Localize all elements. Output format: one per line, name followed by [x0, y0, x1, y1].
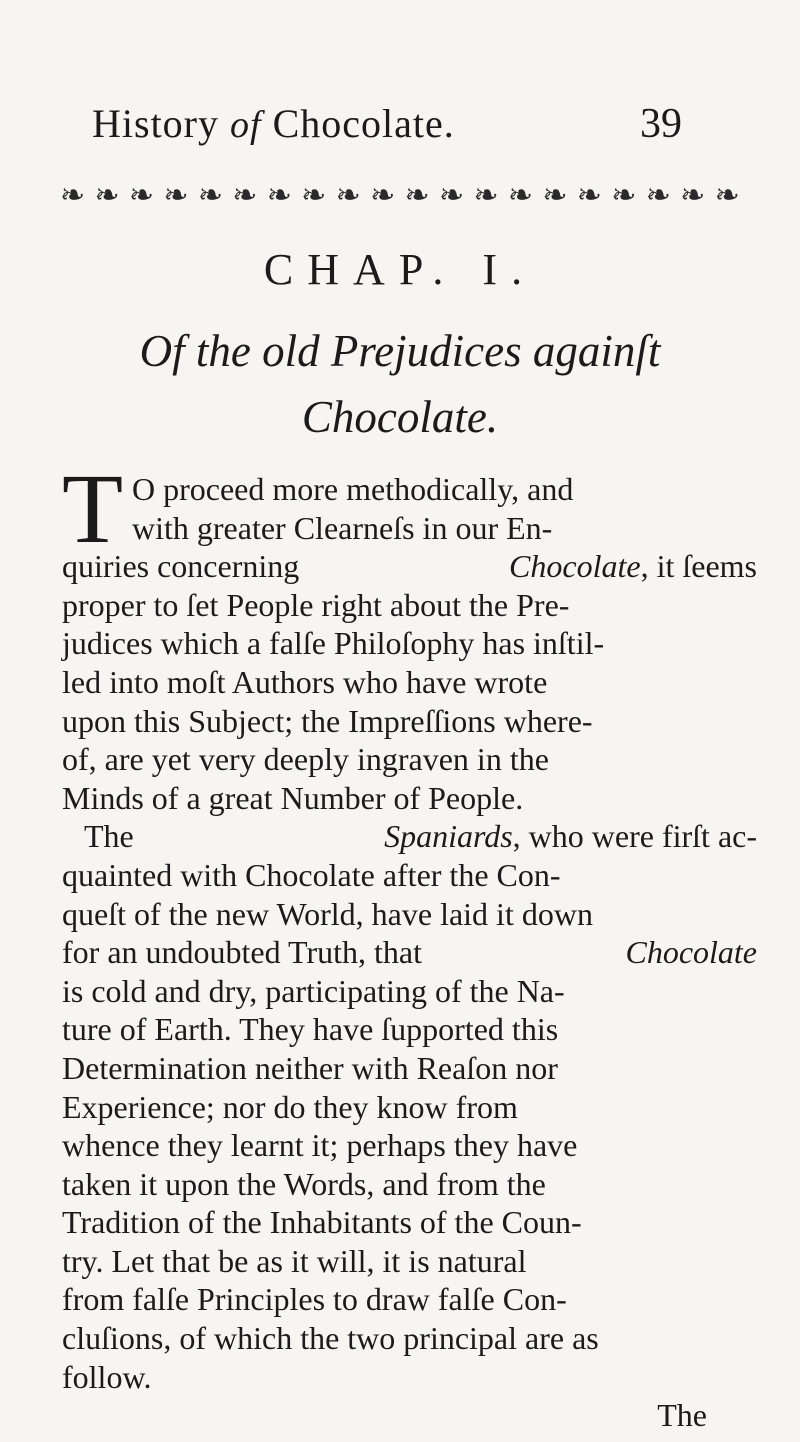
text-line: [62, 779, 757, 818]
text-line: [62, 509, 757, 548]
page-number: 39: [640, 101, 682, 147]
text-span: taken it upon the Words, and from the: [62, 1165, 546, 1202]
text-span: led into moſt Authors who have wrote: [62, 663, 548, 700]
text-line: [62, 972, 757, 1011]
text-span: from falſe Principles to draw falſe Con-: [62, 1281, 567, 1318]
fleuron-icon: ❧: [266, 178, 292, 213]
fleuron-icon: ❧: [542, 178, 568, 213]
fleuron-icon: ❧: [370, 178, 396, 213]
text-span: quainted with Chocolate after the Con-: [62, 856, 561, 893]
text-span: with greater Clearneſs in our En-: [132, 509, 553, 546]
text-line: [62, 1126, 757, 1165]
fleuron-icon: ❧: [473, 178, 499, 213]
text-line: [62, 856, 757, 895]
running-title-of: of: [230, 104, 262, 146]
text-span: , it ſeems: [640, 548, 757, 585]
fleuron-icon: ❧: [163, 178, 189, 213]
text-span: queſt of the new World, have laid it down: [62, 895, 593, 932]
fleuron-icon: ❧: [128, 178, 155, 213]
fleuron-icon: ❧: [680, 178, 706, 213]
italic-span: Chocolate: [625, 934, 757, 971]
text-line: [62, 1280, 757, 1319]
running-title-chocolate: Chocolate.: [272, 101, 455, 146]
chapter-title-line-2: Chocolate.: [301, 392, 499, 442]
text-line: [62, 1088, 757, 1127]
text-line: [62, 1358, 757, 1397]
text-span: judices which a falſe Philoſophy has inſtil-: [62, 625, 605, 662]
text-span: of, are yet very deeply ingraven in the: [62, 741, 549, 778]
text-line: [62, 740, 757, 779]
text-span: for an undoubted Truth, that: [62, 934, 422, 971]
decorative-ornament-band: [60, 178, 740, 214]
text-line: [62, 547, 757, 586]
catchword: The: [657, 1397, 707, 1434]
text-span: O proceed more methodically, and: [132, 471, 574, 507]
body-text: [62, 453, 757, 1435]
running-head: [0, 100, 800, 160]
text-line: [62, 586, 757, 625]
text-span: Experience; nor do they know from: [62, 1088, 518, 1125]
text-span: try. Let that be as it will, it is natural: [62, 1242, 527, 1279]
text-line: [62, 817, 757, 856]
fleuron-icon: ❧: [645, 178, 671, 213]
text-span: ture of Earth. They have ſupported this: [62, 1011, 559, 1048]
fleuron-icon: ❧: [301, 178, 327, 213]
fleuron-icon: ❧: [507, 178, 534, 213]
chapter-heading: CHAP. I.: [263, 245, 537, 294]
fleuron-icon: ❧: [576, 178, 602, 213]
text-line: [62, 1049, 757, 1088]
text-line: [62, 702, 757, 741]
catchword-line: [62, 1396, 757, 1435]
fleuron-icon: ❧: [714, 178, 740, 213]
italic-span: Spaniards: [384, 818, 513, 855]
text-line: [62, 470, 757, 509]
text-span: The: [84, 818, 134, 855]
text-span: Tradition of the Inhabitants of the Coun-: [62, 1204, 582, 1241]
text-span: follow.: [62, 1358, 152, 1395]
text-line: [62, 1242, 757, 1281]
text-line: [62, 1165, 757, 1204]
text-line: [62, 1010, 757, 1049]
text-span: upon this Subject; the Impreſſions where-: [62, 702, 593, 739]
fleuron-icon: ❧: [335, 178, 361, 213]
text-span: is cold and dry, participating of the Na-: [62, 972, 565, 1009]
chapter-title: [0, 318, 800, 450]
fleuron-icon: ❧: [232, 178, 258, 213]
fleuron-icon: ❧: [611, 178, 637, 213]
text-line: [62, 624, 757, 663]
fleuron-icon: ❧: [438, 178, 465, 213]
running-title: [92, 100, 455, 147]
text-span: cluſions, of which the two principal are as: [62, 1320, 599, 1357]
text-line: [62, 663, 757, 702]
text-line: [62, 895, 757, 934]
italic-span: Chocolate: [509, 548, 641, 585]
fleuron-icon: ❧: [94, 178, 120, 213]
text-span: , who were firſt ac-: [512, 818, 757, 855]
text-span: proper to ſet People right about the Pre-: [62, 586, 570, 623]
text-line: [62, 1203, 757, 1242]
running-title-history: History: [92, 101, 219, 146]
chapter-title-line-1: Of the old Prejudices againſt: [139, 326, 661, 376]
fleuron-icon: ❧: [197, 178, 223, 213]
text-span: Minds of a great Number of People.: [62, 779, 524, 816]
text-span: quiries concerning: [62, 548, 300, 585]
text-span: whence they learnt it; perhaps they have: [62, 1127, 578, 1164]
text-span: Determination neither with Reaſon nor: [62, 1049, 558, 1086]
fleuron-icon: ❧: [404, 178, 430, 213]
fleuron-icon: ❧: [60, 178, 86, 213]
text-line: [62, 933, 757, 972]
drop-cap-letter: T: [62, 453, 124, 564]
text-line: [62, 1319, 757, 1358]
